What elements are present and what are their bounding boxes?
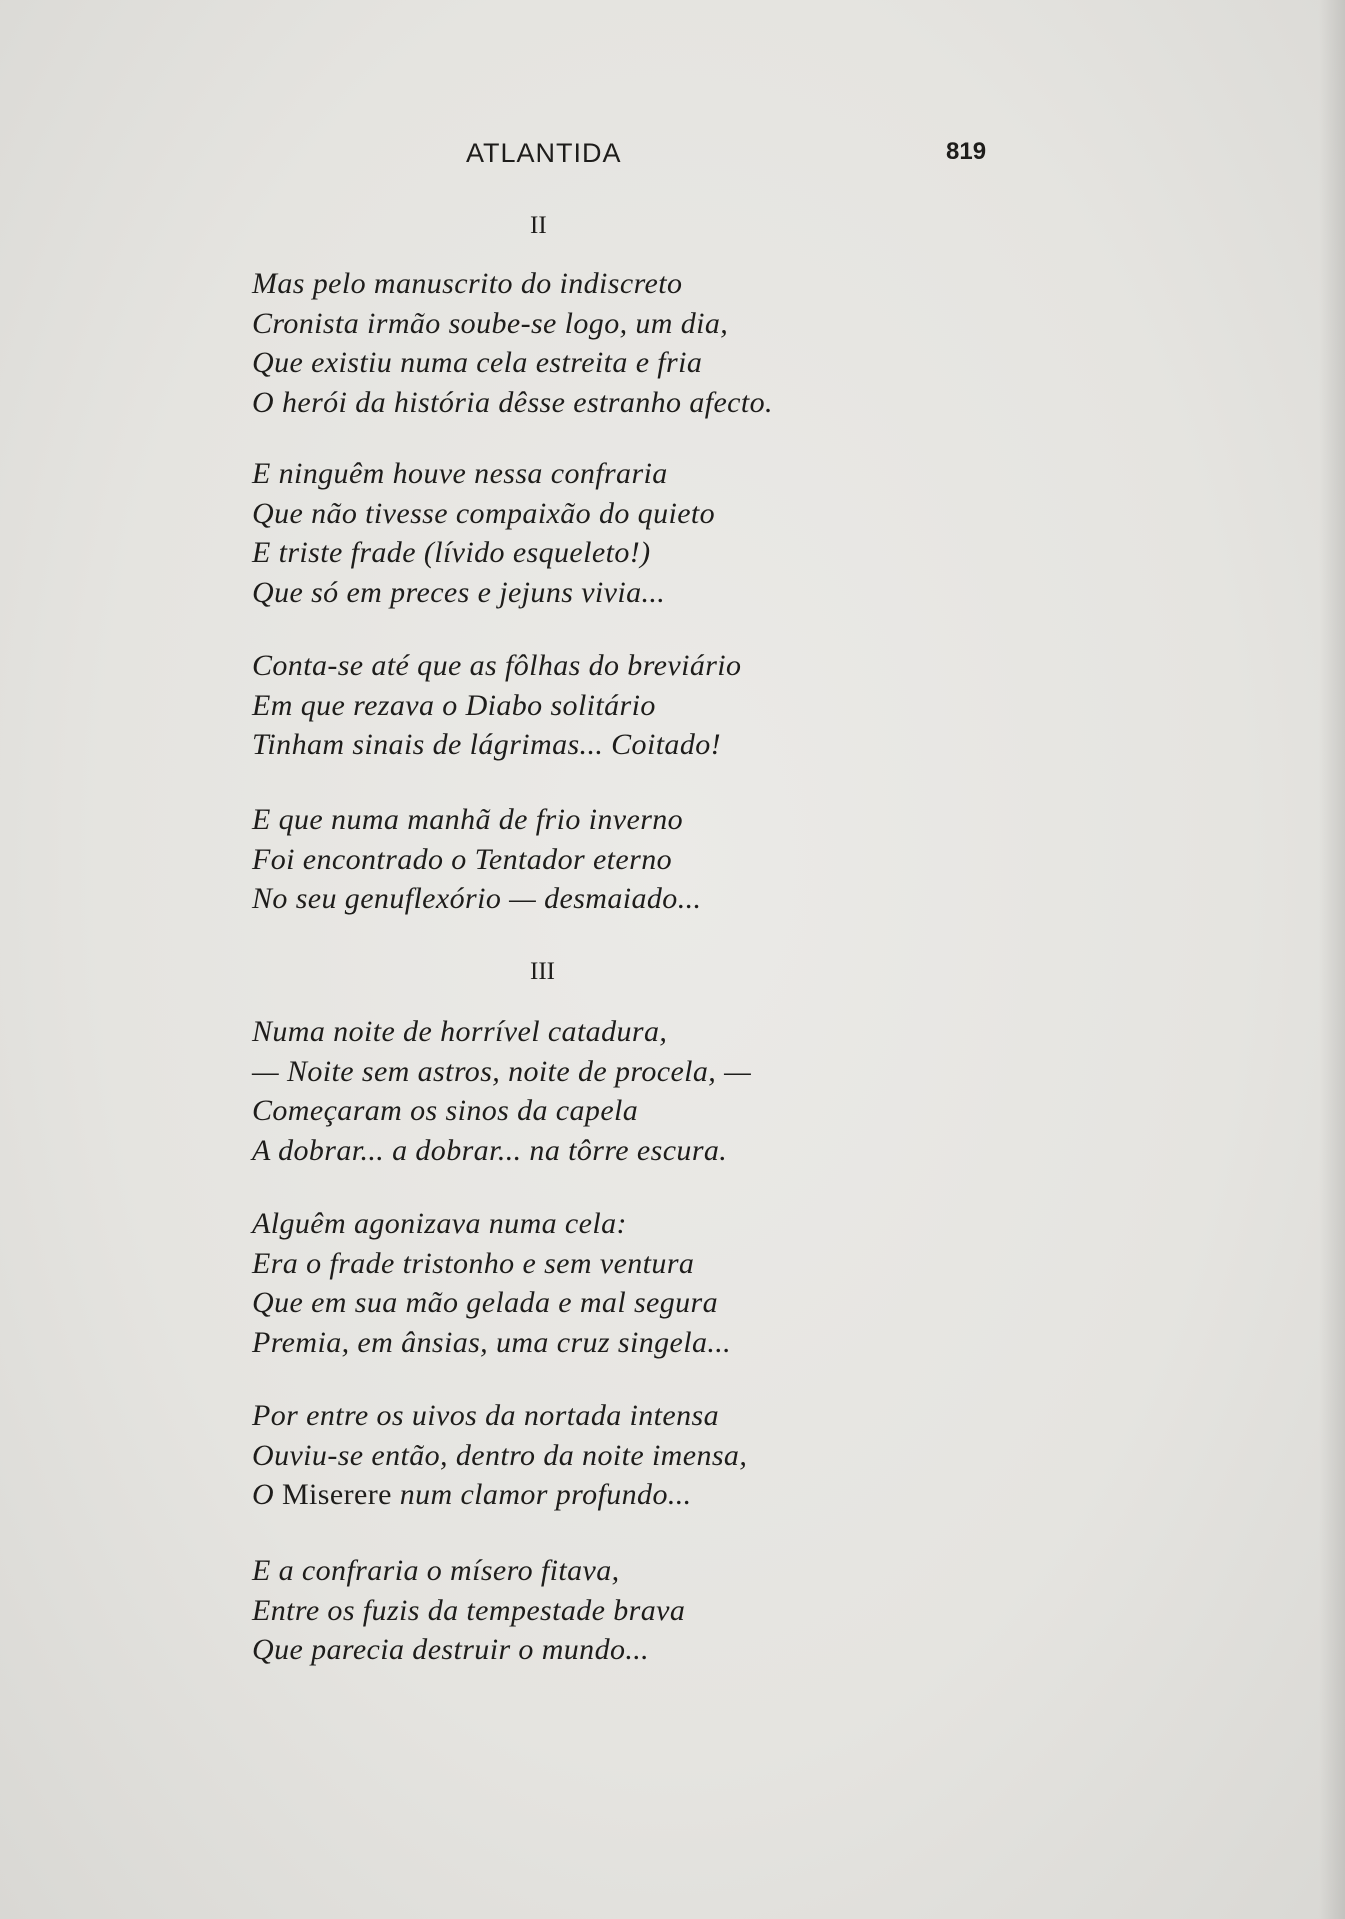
verse-line: Ouviu-se então, dentro da noite imensa, — [252, 1438, 748, 1472]
verse-line: Que só em preces e jejuns vivia... — [252, 575, 666, 609]
verse-line: Cronista irmão soube-se logo, um dia, — [252, 306, 729, 340]
verse-line: No seu genuflexório — desmaiado... — [252, 882, 702, 915]
stanza — [252, 646, 932, 765]
verse-line: Tinham sinais de lágrimas... Coitado! — [252, 728, 722, 761]
verse-line-miserere — [252, 1475, 932, 1515]
verse-line: Numa noite de horrível catadura, — [252, 1015, 668, 1048]
stanza — [252, 1012, 932, 1170]
verse-word: O — [252, 1478, 275, 1511]
verse-line: Começaram os sinos da capela — [252, 1094, 639, 1127]
verse-line: E a confraria o mísero fitava, — [252, 1554, 620, 1587]
stanza — [252, 1551, 932, 1670]
page-number: 819 — [946, 138, 987, 165]
stanza — [252, 1204, 932, 1362]
miserere-word: Miserere — [281, 1478, 392, 1511]
verse-line: A dobrar... a dobrar... na tôrre escura. — [252, 1133, 728, 1167]
stanza — [252, 1396, 932, 1515]
section-number: III — [530, 958, 555, 985]
verse-line: Conta-se até que as fôlhas do breviário — [252, 649, 742, 682]
verse-line: — Noite sem astros, noite de procela, — — [252, 1054, 752, 1088]
verse-line: Era o frade tristonho e sem ventura — [252, 1246, 695, 1280]
stanza — [252, 454, 932, 612]
section-number: II — [530, 212, 547, 239]
running-title: ATLANTIDA — [466, 138, 622, 168]
verse-line: Por entre os uivos da nortada intensa — [252, 1399, 719, 1432]
verse-line: Premia, em ânsias, uma cruz singela... — [252, 1325, 732, 1359]
stanza — [252, 800, 932, 919]
verse-line: Em que rezava o Diabo solitário — [252, 688, 656, 722]
stanza — [252, 264, 932, 422]
verse-line: E ninguêm houve nessa confraria — [252, 457, 668, 490]
verse-line: Que não tivesse compaixão do quieto — [252, 496, 716, 530]
verse-line: Que existiu numa cela estreita e fria — [252, 346, 703, 379]
verse-line: O herói da história dêsse estranho afecto. — [252, 385, 773, 419]
verse-line: Foi encontrado o Tentador eterno — [252, 842, 672, 876]
page-edge-shadow — [1319, 0, 1345, 1919]
verse-line: E triste frade (lívido esqueleto!) — [252, 536, 651, 569]
page-header — [0, 138, 1345, 178]
verse-line: Mas pelo manuscrito do indiscreto — [252, 267, 683, 300]
verse-line: E que numa manhã de frio inverno — [252, 803, 684, 836]
verse-line: Entre os fuzis da tempestade brava — [252, 1593, 686, 1627]
verse-line: Que parecia destruir o mundo... — [252, 1633, 650, 1666]
verse-word: num clamor profundo... — [399, 1478, 692, 1511]
verse-line: Que em sua mão gelada e mal segura — [252, 1286, 719, 1319]
verse-line: Alguêm agonizava numa cela: — [252, 1207, 627, 1240]
